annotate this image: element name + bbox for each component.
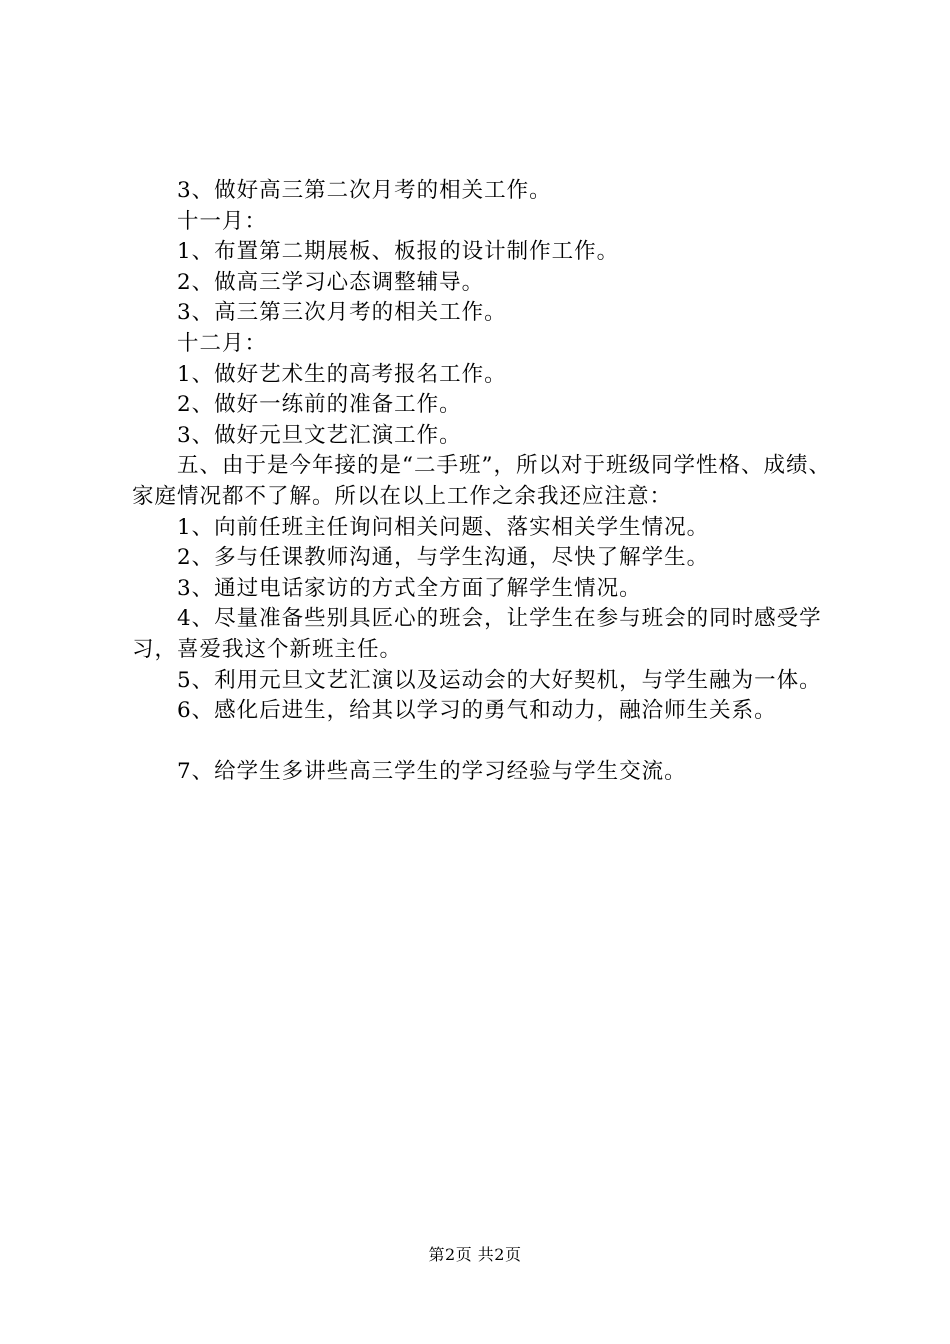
paragraph: 1、向前任班主任询问相关问题、落实相关学生情况。 bbox=[177, 514, 710, 540]
paragraph: 十二月： bbox=[177, 330, 268, 356]
paragraph: 1、布置第二期展板、板报的设计制作工作。 bbox=[177, 239, 620, 265]
paragraph: 十一月： bbox=[177, 208, 268, 234]
paragraph: 3、高三第三次月考的相关工作。 bbox=[177, 300, 507, 326]
page-number-footer: 第2页 共2页 bbox=[428, 1245, 522, 1264]
paragraph: 2、做高三学习心态调整辅导。 bbox=[177, 269, 485, 295]
paragraph: 3、做好元旦文艺汇演工作。 bbox=[177, 422, 462, 448]
paragraph: 五、由于是今年接的是“二手班”，所以对于班级同学性格、成绩、家庭情况都不了解。所以在以上工作之余我还应注意： bbox=[132, 453, 831, 509]
paragraph: 5、利用元旦文艺汇演以及运动会的大好契机，与学生融为一体。 bbox=[177, 667, 822, 693]
paragraph: 6、感化后进生，给其以学习的勇气和动力，融洽师生关系。 bbox=[177, 698, 777, 724]
paragraph: 7、给学生多讲些高三学生的学习经验与学生交流。 bbox=[177, 758, 687, 784]
paragraph: 3、做好高三第二次月考的相关工作。 bbox=[177, 178, 552, 203]
paragraph: 3、通过电话家访的方式全方面了解学生情况。 bbox=[177, 575, 642, 601]
paragraph: 2、做好一练前的准备工作。 bbox=[177, 392, 462, 418]
paragraph: 2、多与任课教师沟通，与学生沟通，尽快了解学生。 bbox=[177, 545, 710, 571]
paragraph: 1、做好艺术生的高考报名工作。 bbox=[177, 361, 507, 387]
document-body bbox=[132, 176, 842, 787]
paragraph: 4、尽量准备些别具匠心的班会，让学生在参与班会的同时感受学习，喜爱我这个新班主任。 bbox=[132, 606, 822, 662]
